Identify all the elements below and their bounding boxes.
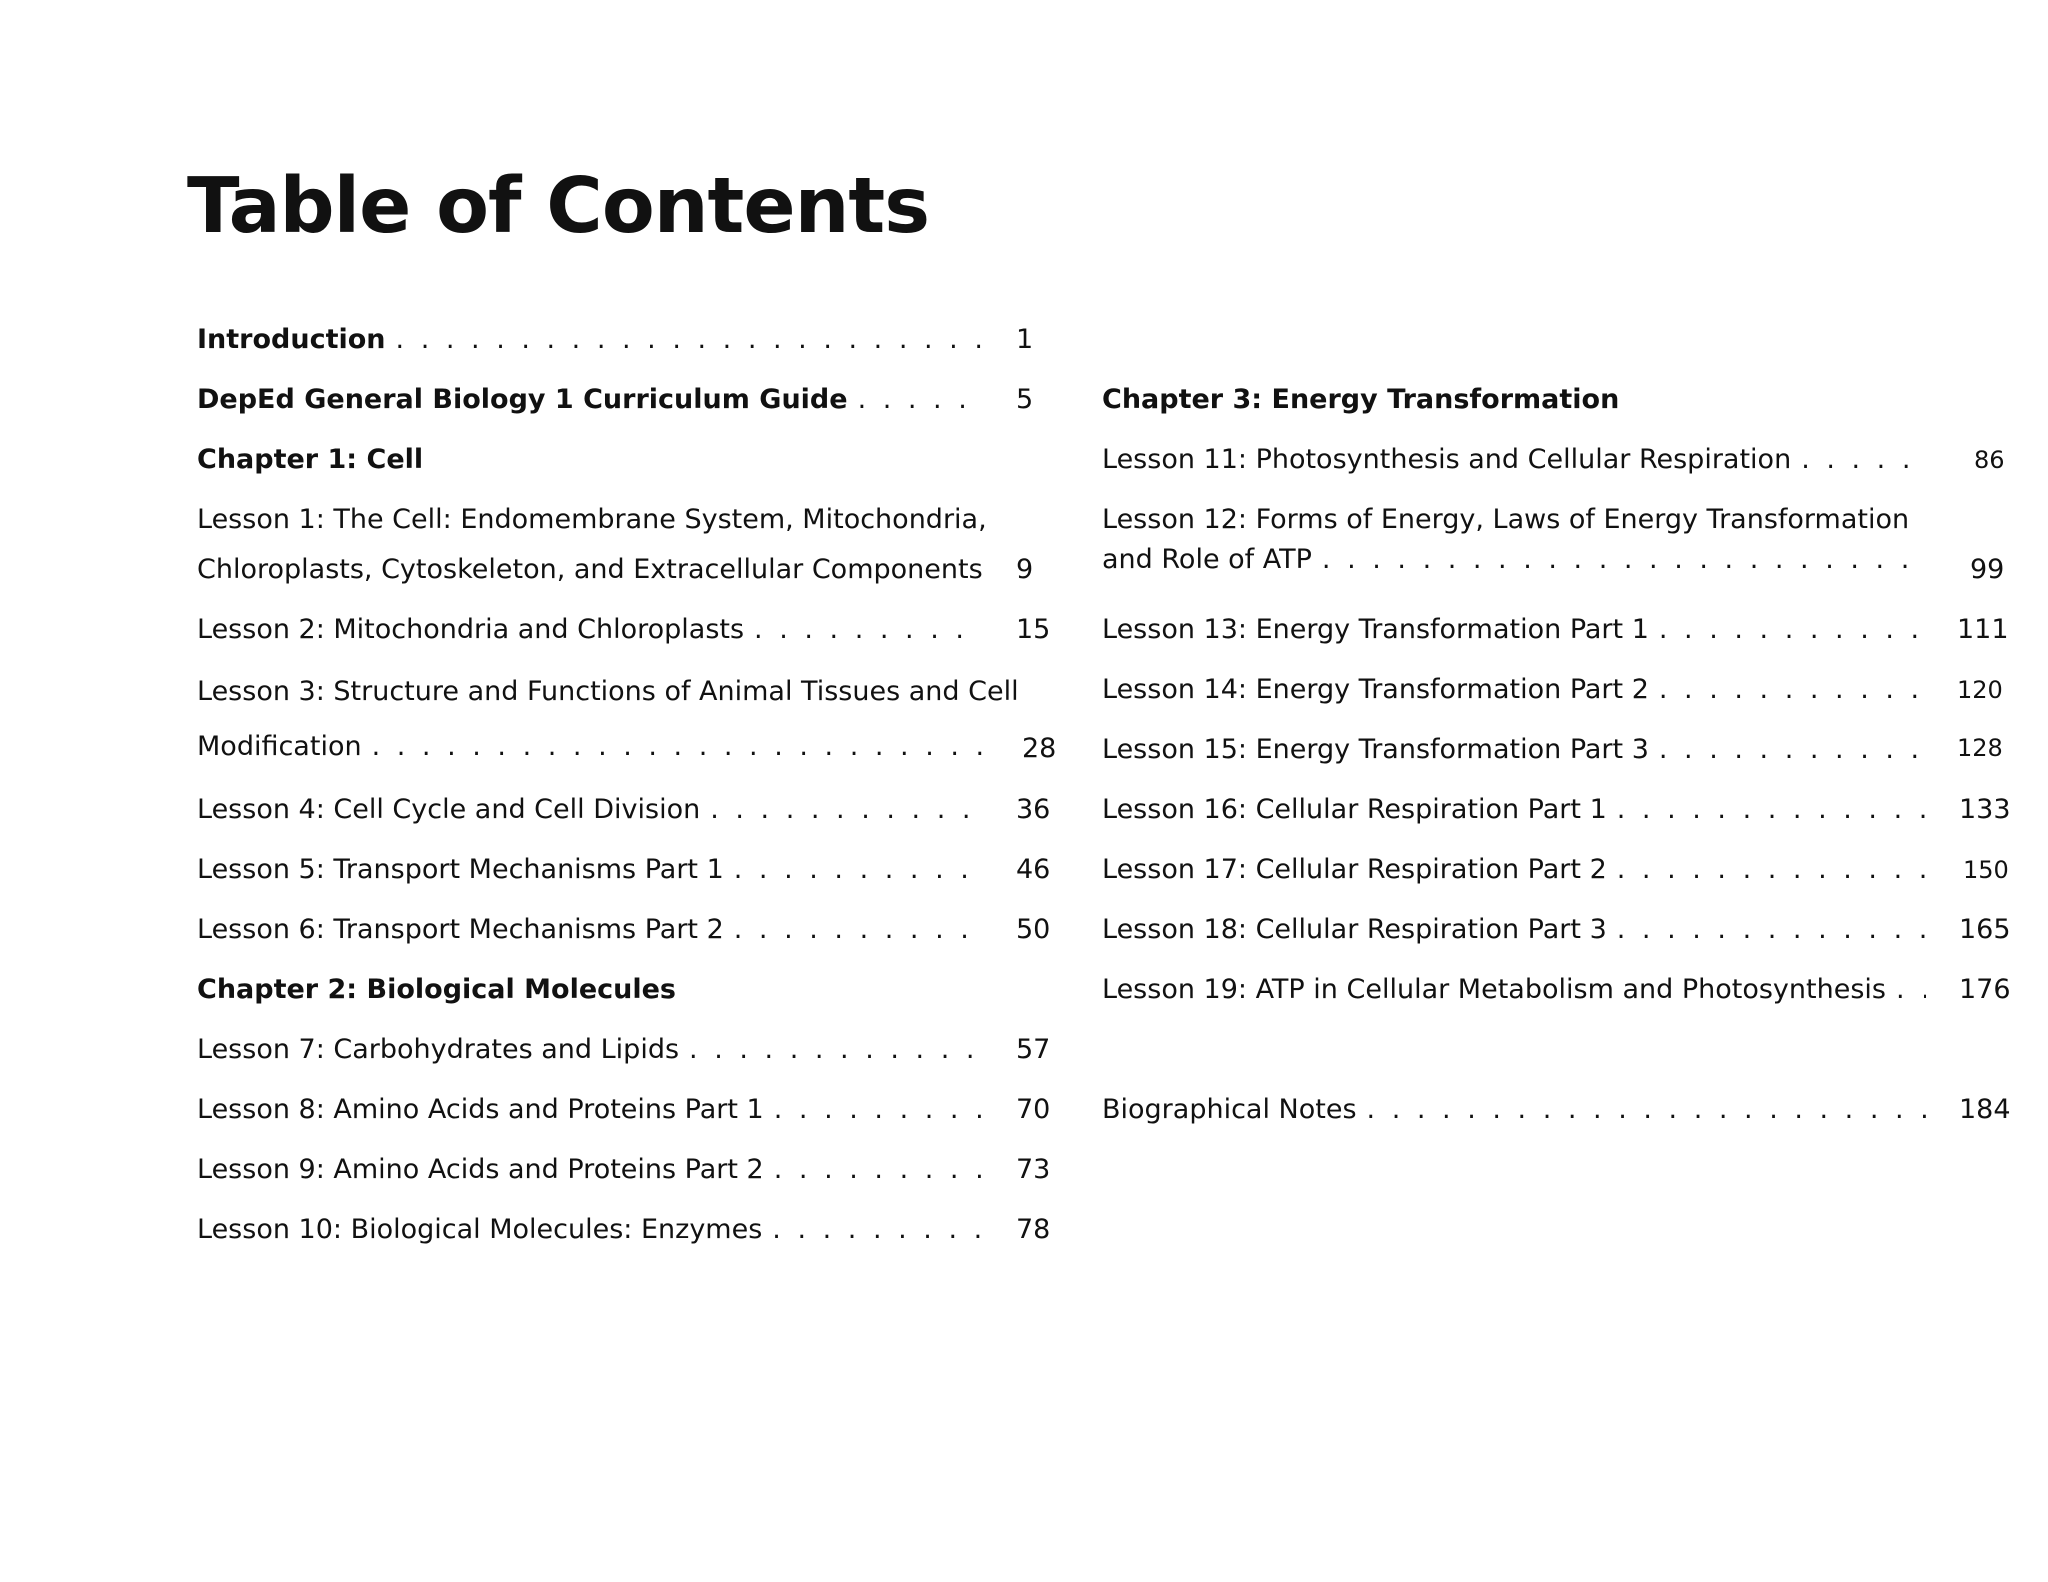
toc-entry-lesson-12[interactable] — [1102, 504, 2005, 586]
dot-leader — [710, 796, 987, 823]
dot-leader — [1896, 976, 1926, 1003]
dot-leader — [1367, 1096, 1926, 1123]
toc-entry-label: Biographical Notes — [1102, 1094, 1357, 1125]
dot-leader — [1659, 736, 1926, 763]
toc-page-number: 1 — [1016, 324, 1034, 355]
toc-page-number: 15 — [1016, 614, 1051, 645]
toc-entry-label: Lesson 7: Carbohydrates and Lipids — [197, 1034, 680, 1065]
toc-entry-label: Lesson 11: Photosynthesis and Cellular Respiration — [1102, 444, 1792, 475]
toc-entry-label: Introduction — [197, 324, 386, 355]
toc-entry-label-line2: Modification — [197, 731, 362, 762]
toc-page-number: 120 — [1957, 676, 2003, 704]
toc-entry-label: Lesson 16: Cellular Respiration Part 1 — [1102, 794, 1607, 825]
toc-entry-label: Lesson 15: Energy Transformation Part 3 — [1102, 734, 1649, 765]
toc-page-number: 176 — [1959, 974, 2011, 1005]
toc-page-number: 150 — [1963, 856, 2009, 884]
dot-leader — [754, 616, 981, 643]
dot-leader — [734, 916, 987, 943]
toc-page-number: 165 — [1959, 914, 2011, 945]
toc-page-number: 99 — [1970, 554, 2005, 585]
toc-page-number: 5 — [1016, 384, 1034, 415]
toc-entry-label: Lesson 9: Amino Acids and Proteins Part 2 — [197, 1154, 764, 1185]
dot-leader — [734, 856, 987, 883]
toc-page-number: 70 — [1016, 1094, 1051, 1125]
toc-entry-label: Lesson 8: Amino Acids and Proteins Part 1 — [197, 1094, 764, 1125]
toc-entry-label: DepEd General Biology 1 Curriculum Guide — [197, 384, 848, 415]
dot-leader — [774, 1156, 981, 1183]
toc-entry-lesson-3[interactable] — [197, 676, 1057, 764]
dot-leader — [1322, 546, 1926, 573]
toc-entry-label: Lesson 2: Mitochondria and Chloroplasts — [197, 614, 745, 645]
dot-leader — [1617, 916, 1926, 943]
dot-leader — [772, 1216, 981, 1243]
page-title: Table of Contents — [187, 162, 930, 251]
dot-leader — [858, 386, 981, 413]
dot-leader — [372, 733, 987, 760]
toc-page-number: 46 — [1016, 854, 1051, 885]
toc-page-number: 128 — [1957, 734, 2003, 762]
toc-page-number: 86 — [1974, 446, 2005, 474]
toc-entry-label: Lesson 14: Energy Transformation Part 2 — [1102, 674, 1649, 705]
toc-page-number: 184 — [1959, 1094, 2011, 1125]
toc-entry-label: Lesson 19: ATP in Cellular Metabolism and Photosynthesis — [1102, 974, 1886, 1005]
toc-entry-label: Lesson 4: Cell Cycle and Cell Division — [197, 794, 701, 825]
dot-leader — [1659, 616, 1926, 643]
toc-page-number: 73 — [1016, 1154, 1051, 1185]
toc-entry-label: Lesson 5: Transport Mechanisms Part 1 — [197, 854, 724, 885]
dot-leader — [1801, 446, 1926, 473]
toc-entry-label: Lesson 6: Transport Mechanisms Part 2 — [197, 914, 724, 945]
dot-leader — [689, 1036, 981, 1063]
toc-entry-label: Lesson 13: Energy Transformation Part 1 — [1102, 614, 1649, 645]
toc-entry-label-line2: and Role of ATP — [1102, 544, 1312, 575]
toc-entry-lesson-1[interactable] — [197, 504, 1034, 586]
toc-entry-label: Lesson 17: Cellular Respiration Part 2 — [1102, 854, 1607, 885]
toc-page-number: 50 — [1016, 914, 1051, 945]
dot-leader — [1659, 676, 1926, 703]
toc-entry-label: Lesson 18: Cellular Respiration Part 3 — [1102, 914, 1607, 945]
toc-entry-label-line1: Lesson 1: The Cell: Endomembrane System, Mitochondria, — [197, 504, 987, 535]
toc-entry-label-line1: Lesson 3: Structure and Functions of Animal Tissues and Cell — [197, 676, 1019, 707]
chapter-heading[interactable]: Chapter 1: Cell — [197, 444, 424, 475]
toc-entry-label-line2: Chloroplasts, Cytoskeleton, and Extracellular Components — [197, 554, 983, 585]
dot-leader — [396, 326, 981, 353]
dot-leader — [774, 1096, 981, 1123]
chapter-heading[interactable]: Chapter 3: Energy Transformation — [1102, 384, 1620, 415]
toc-entry-label: Lesson 10: Biological Molecules: Enzymes — [197, 1214, 763, 1245]
toc-page-number: 78 — [1016, 1214, 1051, 1245]
toc-page-number: 9 — [1016, 554, 1034, 585]
dot-leader — [1617, 796, 1926, 823]
toc-page-number: 111 — [1957, 614, 2009, 645]
dot-leader — [1617, 856, 1926, 883]
toc-page-number: 28 — [1022, 733, 1057, 764]
toc-page-number: 36 — [1016, 794, 1051, 825]
toc-page-number: 57 — [1016, 1034, 1051, 1065]
chapter-heading[interactable]: Chapter 2: Biological Molecules — [197, 974, 676, 1005]
toc-entry-label-line1: Lesson 12: Forms of Energy, Laws of Energy Transformation — [1102, 504, 1910, 535]
toc-page-number: 133 — [1959, 794, 2011, 825]
